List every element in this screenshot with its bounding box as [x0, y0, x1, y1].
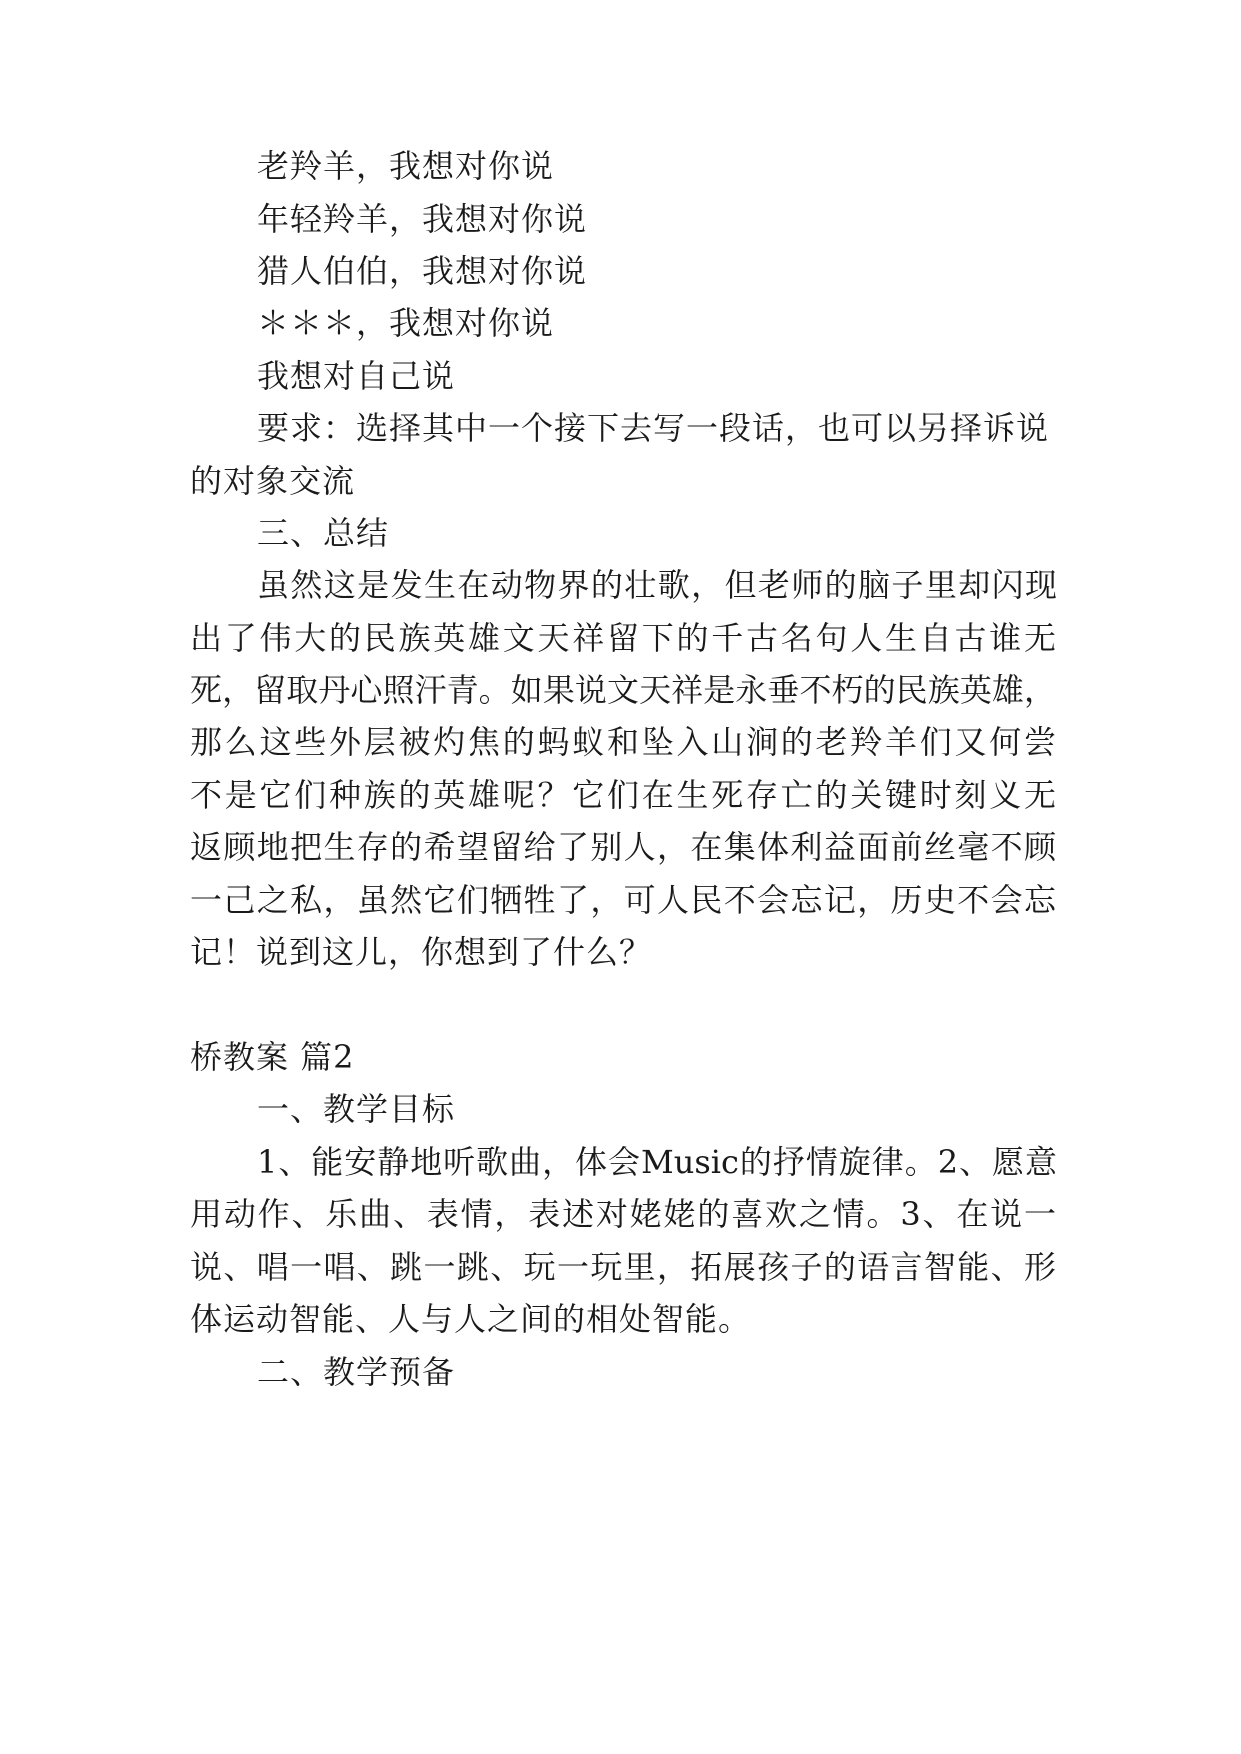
prep-heading: 二、教学预备: [257, 1353, 456, 1391]
summary-paragraph-line: 死，留取丹心照汗青。如果说文天祥是永垂不朽的民族英雄，: [190, 671, 1056, 709]
goals-paragraph-line: 体运动智能、人与人之间的相处智能。: [190, 1300, 752, 1338]
goals-paragraph-line: 用动作、乐曲、表情，表述对姥姥的喜欢之情。3、在说一: [190, 1195, 1056, 1233]
prompt-line-self: 我想对自己说: [257, 357, 456, 395]
goals-paragraph-line: 说、唱一唱、跳一跳、玩一玩里，拓展孩子的语言智能、形: [190, 1248, 1056, 1286]
summary-paragraph-line: 虽然这是发生在动物界的壮歌，但老师的脑子里却闪现: [257, 566, 1057, 604]
summary-paragraph-line: 一己之私，虽然它们牺牲了，可人民不会忘记，历史不会忘: [190, 881, 1056, 919]
summary-paragraph-line: 记！说到这儿，你想到了什么？: [190, 933, 653, 971]
summary-paragraph-line: 出了伟大的民族英雄文天祥留下的千古名句人生自古谁无: [190, 619, 1056, 657]
goals-heading: 一、教学目标: [257, 1090, 456, 1128]
prompt-line-hunter: 猎人伯伯，我想对你说: [257, 252, 588, 290]
summary-paragraph-line: 不是它们种族的英雄呢？它们在生死存亡的关键时刻义无: [190, 776, 1056, 814]
requirement-line-2: 的对象交流: [190, 462, 356, 500]
prompt-line-young-antelope: 年轻羚羊，我想对你说: [257, 200, 588, 238]
goals-paragraph-line: 1、能安静地听歌曲，体会Music的抒情旋律。2、愿意: [257, 1143, 1057, 1181]
prompt-line-old-antelope: 老羚羊，我想对你说: [257, 147, 555, 185]
summary-paragraph-line: 返顾地把生存的希望留给了别人，在集体利益面前丝毫不顾: [190, 828, 1056, 866]
summary-paragraph-line: 那么这些外层被灼焦的蚂蚁和坠入山涧的老羚羊们又何尝: [190, 723, 1056, 761]
section-title: 桥教案 篇2: [190, 1038, 355, 1076]
requirement-line-1: 要求：选择其中一个接下去写一段话，也可以另择诉说: [257, 409, 1050, 447]
prompt-line-placeholder: ＊＊＊，我想对你说: [257, 304, 555, 342]
summary-heading: 三、总结: [257, 514, 390, 552]
